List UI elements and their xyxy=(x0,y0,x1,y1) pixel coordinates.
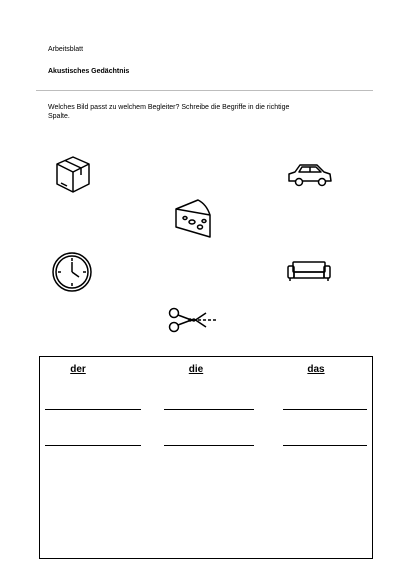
answer-line-der-2[interactable] xyxy=(45,445,141,446)
clock-icon xyxy=(50,250,94,294)
answer-line-der-1[interactable] xyxy=(45,409,141,410)
answer-box xyxy=(39,356,373,559)
answer-line-die-2[interactable] xyxy=(164,445,254,446)
column-header-die: die xyxy=(188,364,204,375)
worksheet-label: Arbeitsblatt xyxy=(48,46,84,53)
worksheet-title: Akustisches Gedächtnis xyxy=(48,68,130,75)
instruction-line-1: Welches Bild passt zu welchem Begleiter? Schreibe die Begriffe in die richtige xyxy=(48,104,290,111)
sofa-icon xyxy=(285,258,333,284)
box-icon xyxy=(54,155,92,195)
header-divider xyxy=(36,90,373,91)
cheese-icon xyxy=(170,197,214,243)
column-header-der: der xyxy=(70,364,86,375)
answer-line-die-1[interactable] xyxy=(164,409,254,410)
column-header-das: das xyxy=(307,364,325,375)
car-icon xyxy=(286,160,334,188)
scissors-icon xyxy=(166,304,218,336)
answer-line-das-1[interactable] xyxy=(283,409,367,410)
instruction-line-2: Spalte. xyxy=(48,113,70,120)
answer-line-das-2[interactable] xyxy=(283,445,367,446)
